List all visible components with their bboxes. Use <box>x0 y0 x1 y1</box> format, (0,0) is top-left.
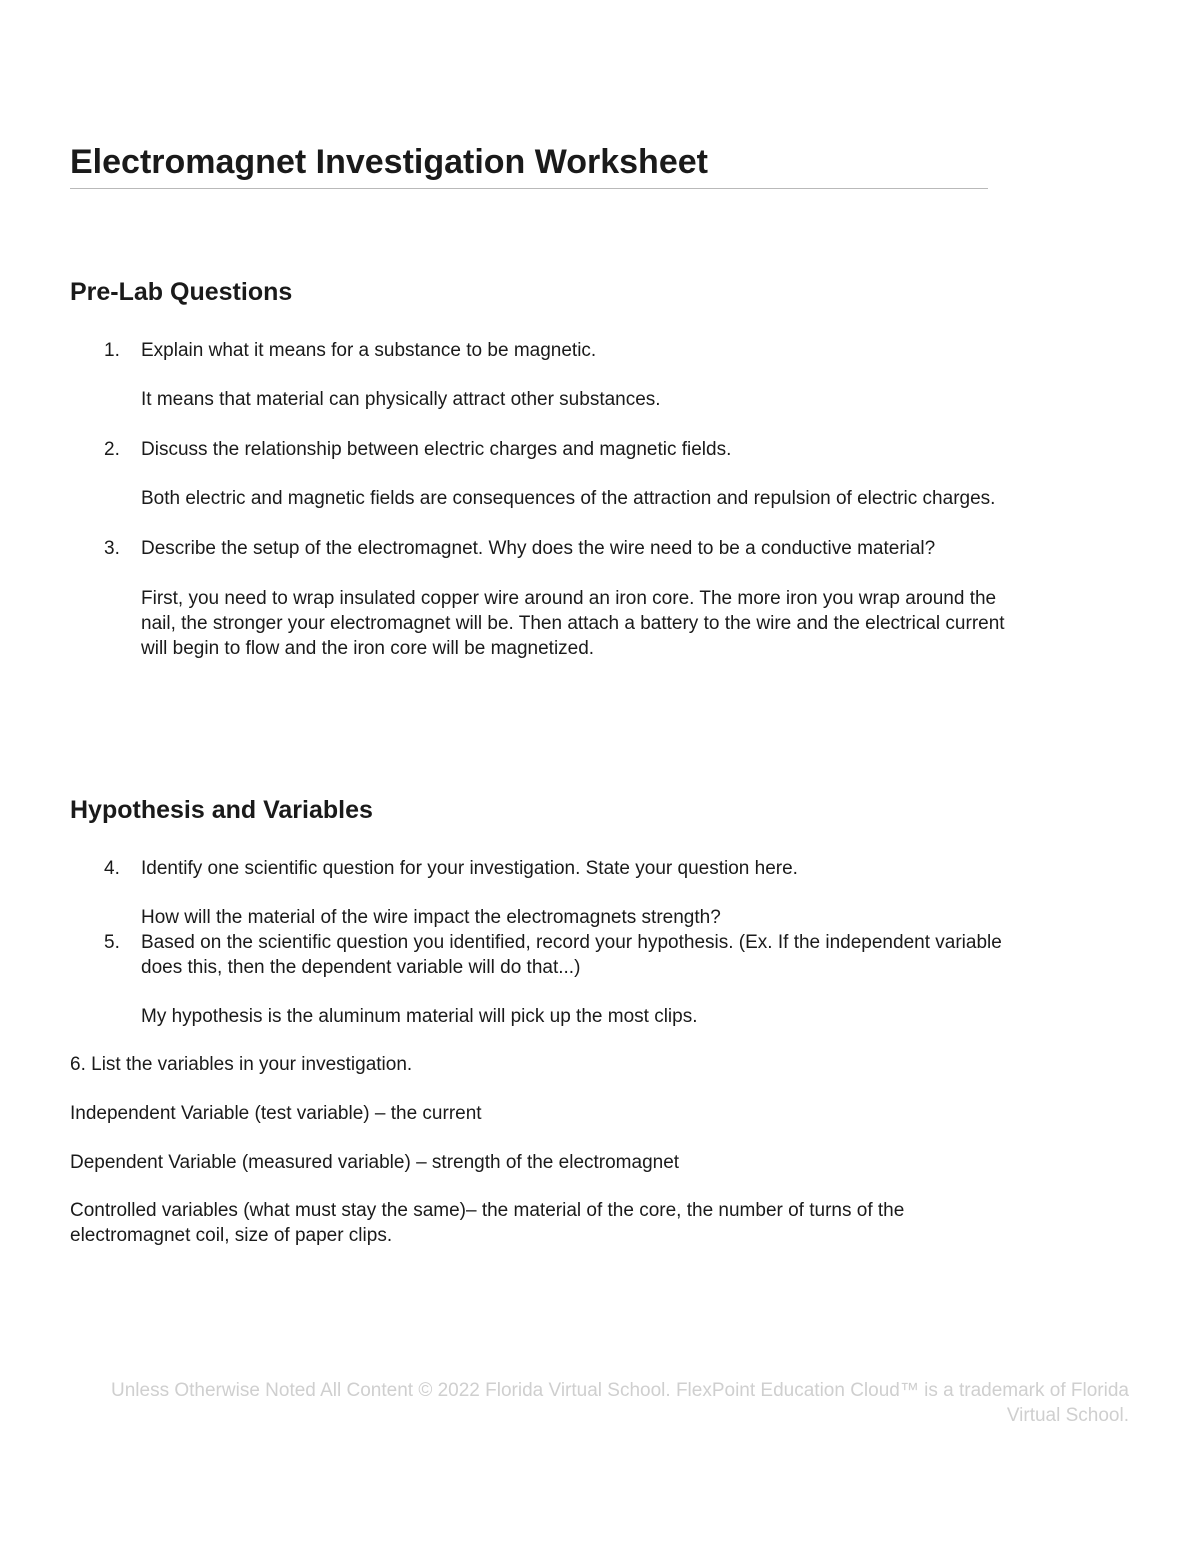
prelab-heading: Pre-Lab Questions <box>70 278 293 306</box>
controlled-variables-line-1: Controlled variables (what must stay the same)– the material of the core, the number of turns of the <box>70 1200 905 1221</box>
question-number-5: 5. <box>104 932 120 953</box>
dependent-variable-text: Dependent Variable (measured variable) – strength of the electromagnet <box>70 1152 680 1173</box>
answer-2-text: Both electric and magnetic fields are consequences of the attraction and repulsion of electric charges. <box>141 488 996 509</box>
footer-line-2: Virtual School. <box>1006 1405 1129 1426</box>
footer-line-1: Unless Otherwise Noted All Content © 2022 Florida Virtual School. FlexPoint Education Cloud™ is a trademark of Florida <box>111 1380 1129 1401</box>
copyright-footer <box>70 1378 1129 1428</box>
question-6-text: 6. List the variables in your investigation. <box>70 1054 413 1075</box>
answer-4-text: How will the material of the wire impact the electromagnets strength? <box>141 907 721 928</box>
question-number-2: 2. <box>104 439 120 460</box>
independent-variable-text: Independent Variable (test variable) – the current <box>70 1103 482 1124</box>
question-number-4: 4. <box>104 858 120 879</box>
page-title: Electromagnet Investigation Worksheet <box>70 143 708 181</box>
question-number-3: 3. <box>104 538 120 559</box>
question-5-line-2: does this, then the dependent variable will do that...) <box>141 957 581 978</box>
hypothesis-heading: Hypothesis and Variables <box>70 796 373 824</box>
question-4-text: Identify one scientific question for your investigation. State your question here. <box>141 858 798 879</box>
question-1-text: Explain what it means for a substance to be magnetic. <box>141 340 597 361</box>
answer-3-line-2: nail, the stronger your electromagnet will be. Then attach a battery to the wire and the electrical current <box>141 613 1005 634</box>
question-5-line-1: Based on the scientific question you identified, record your hypothesis. (Ex. If the independent variable <box>141 932 1002 953</box>
question-2-text: Discuss the relationship between electric charges and magnetic fields. <box>141 439 732 460</box>
controlled-variables-line-2: electromagnet coil, size of paper clips. <box>70 1225 393 1246</box>
answer-3-line-3: will begin to flow and the iron core will be magnetized. <box>141 638 595 659</box>
answer-3-line-1: First, you need to wrap insulated copper wire around an iron core. The more iron you wrap around the <box>141 588 997 609</box>
question-number-1: 1. <box>104 340 120 361</box>
answer-1-text: It means that material can physically attract other substances. <box>141 389 661 410</box>
answer-5-text: My hypothesis is the aluminum material will pick up the most clips. <box>141 1006 698 1027</box>
question-3-text: Describe the setup of the electromagnet. Why does the wire need to be a conductive material? <box>141 538 936 559</box>
title-underline <box>70 188 988 189</box>
